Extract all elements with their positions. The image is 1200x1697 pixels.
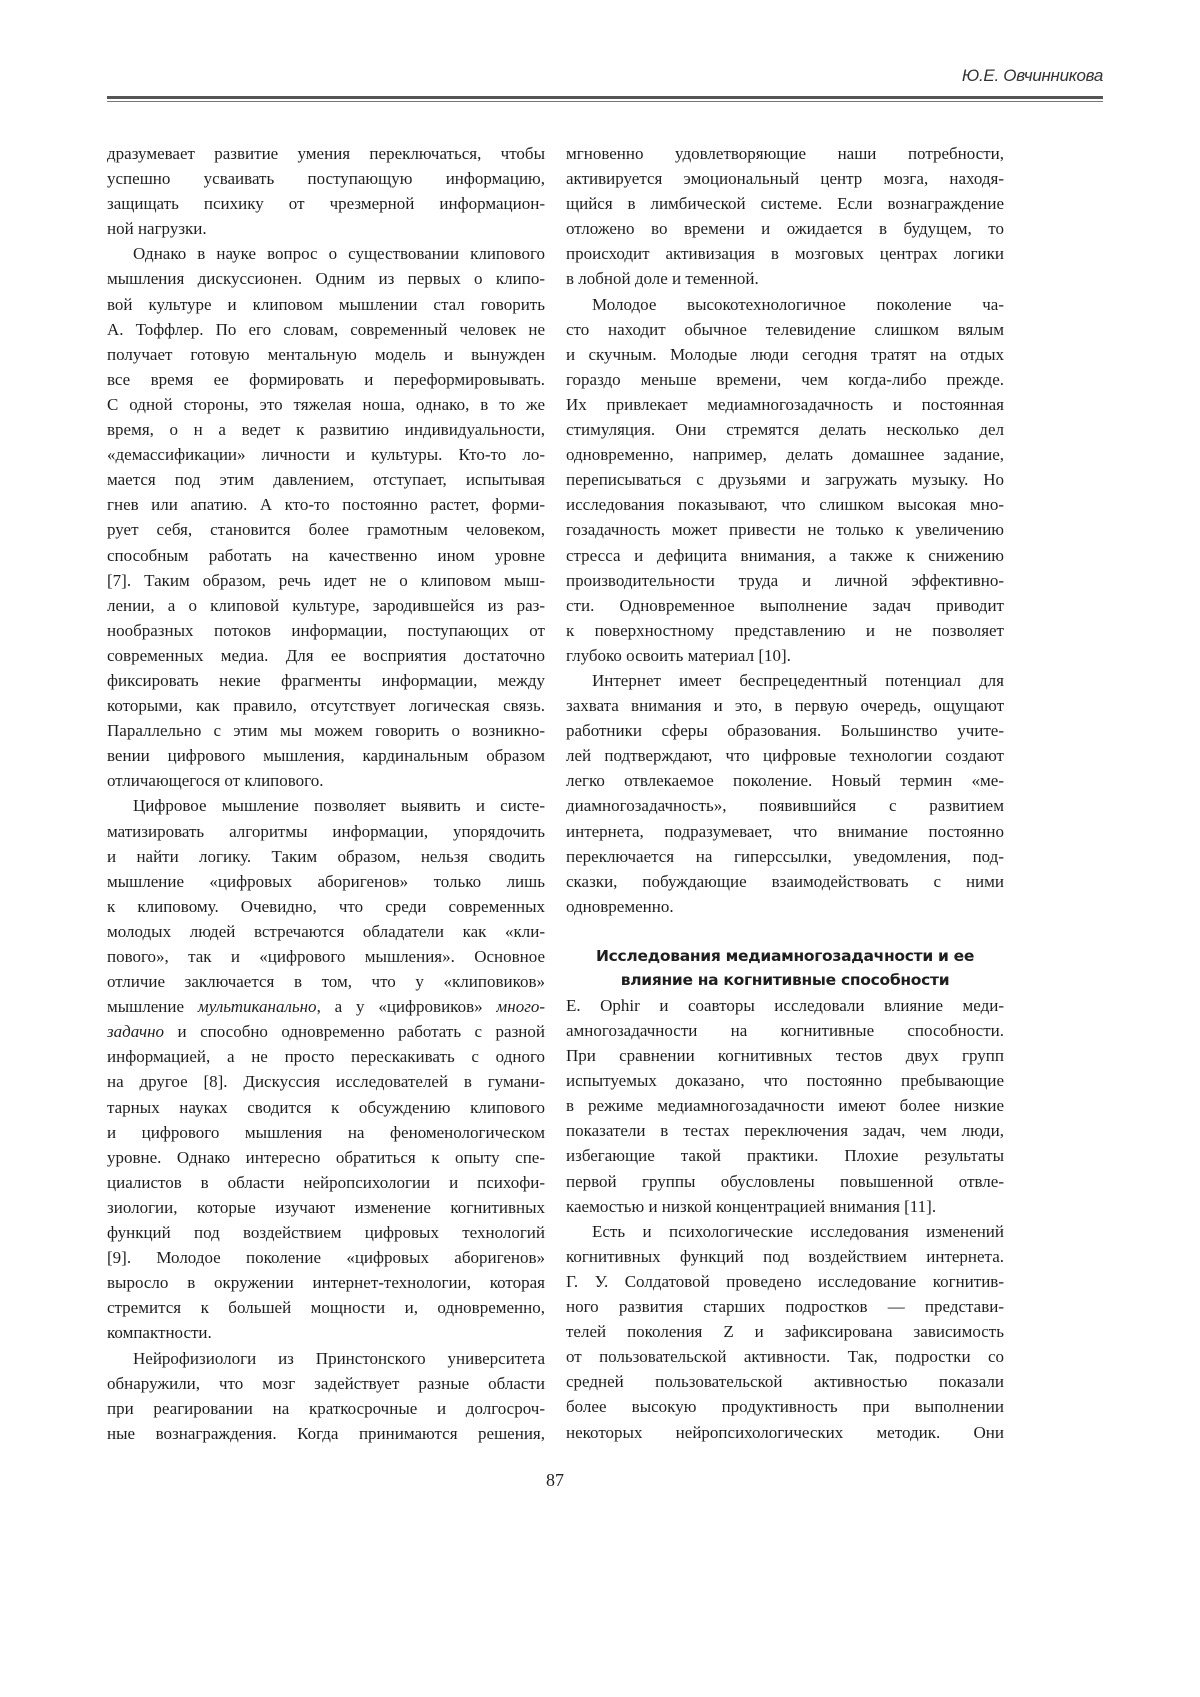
text-segment: , а у «цифровиков» xyxy=(317,997,497,1016)
right-column xyxy=(566,141,1004,1445)
text-line: стресса и дефицита внимания, а также к снижению xyxy=(566,543,1004,568)
text-line: время, о н а ведет к развитию индивидуальности, xyxy=(107,417,545,442)
text-line: Однако в науке вопрос о существовании клипового xyxy=(107,241,545,266)
text-line: нообразных потоков информации, поступающих от xyxy=(107,618,545,643)
text-line: испытуемых доказано, что постоянно пребывающие xyxy=(566,1068,1004,1093)
running-head-author: Ю.Е. Овчинникова xyxy=(962,66,1103,86)
text-line: одновременно, например, делать домашнее задание, xyxy=(566,442,1004,467)
text-line: [9]. Молодое поколение «цифровых аборигенов» xyxy=(107,1245,545,1270)
text-line: Цифровое мышление позволяет выявить и систе- xyxy=(107,793,545,818)
text-line: вой культуре и клиповом мышлении стал говорить xyxy=(107,292,545,317)
paragraph xyxy=(566,1219,1004,1445)
text-line: успешно усваивать поступающую информацию, xyxy=(107,166,545,191)
text-line: щийся в лимбической системе. Если вознаграждение xyxy=(566,191,1004,216)
paragraph xyxy=(566,668,1004,919)
text-line: телей поколения Z и зафиксирована зависимость xyxy=(566,1319,1004,1344)
text-line: отличающегося от клипового. xyxy=(107,768,545,793)
paragraph xyxy=(107,141,545,241)
text-line: функций под воздействием цифровых технологий xyxy=(107,1220,545,1245)
paragraph xyxy=(107,241,545,793)
text-line: показатели в тестах переключения задач, чем люди, xyxy=(566,1118,1004,1143)
text-line: интернета, подразумевает, что внимание постоянно xyxy=(566,819,1004,844)
text-line: в режиме медиамногозадачности имеют более низкие xyxy=(566,1093,1004,1118)
text-line: [7]. Таким образом, речь идет не о клиповом мыш- xyxy=(107,568,545,593)
header-rule-thin xyxy=(107,101,1103,102)
text-line: мается под этим давлением, отступает, испытывая xyxy=(107,467,545,492)
page-number: 87 xyxy=(0,1470,1110,1491)
text-line: и скучным. Молодые люди сегодня тратят на отдых xyxy=(566,342,1004,367)
italic-text: мультиканально xyxy=(198,997,317,1016)
text-line: и найти логику. Таким образом, нельзя сводить xyxy=(107,844,545,869)
text-line: Нейрофизиологи из Принстонского университета xyxy=(107,1346,545,1371)
text-line: получает готовую ментальную модель и вынужден xyxy=(107,342,545,367)
text-line: происходит активизация в мозговых центрах логики xyxy=(566,241,1004,266)
paragraph xyxy=(566,993,1004,1219)
text-line: и цифрового мышления на феноменологическом xyxy=(107,1120,545,1145)
text-line: матизировать алгоритмы информации, упорядочить xyxy=(107,819,545,844)
text-line: активируется эмоциональный центр мозга, находя- xyxy=(566,166,1004,191)
text-line: современных медиа. Для ее восприятия достаточно xyxy=(107,643,545,668)
text-line xyxy=(107,1019,545,1044)
text-line: обнаружили, что мозг задействует разные области xyxy=(107,1371,545,1396)
text-line: переключается на гиперссылки, уведомления, под- xyxy=(566,844,1004,869)
text-line: когнитивных функций под воздействием интернета. xyxy=(566,1244,1004,1269)
text-line: лей подтверждают, что цифровые технологии создают xyxy=(566,743,1004,768)
text-line: ного развития старших подростков — представи- xyxy=(566,1294,1004,1319)
text-line: циалистов в области нейропсихологии и психофи- xyxy=(107,1170,545,1195)
text-line: захвата внимания и это, в первую очередь, ощущают xyxy=(566,693,1004,718)
text-line: которыми, как правило, отсутствует логическая связь. xyxy=(107,693,545,718)
text-line: к поверхностному представлению и не позволяет xyxy=(566,618,1004,643)
text-line: избегающие такой практики. Плохие результаты xyxy=(566,1143,1004,1168)
text-line: средней пользовательской активностью показали xyxy=(566,1369,1004,1394)
text-line: глубоко освоить материал [10]. xyxy=(566,643,1004,668)
text-line: вении цифрового мышления, кардинальным образом xyxy=(107,743,545,768)
section-heading xyxy=(566,944,1004,993)
text-line xyxy=(107,994,545,1019)
text-line: пового», так и «цифрового мышления». Основное xyxy=(107,944,545,969)
italic-text: много- xyxy=(496,997,545,1016)
text-line: С одной стороны, это тяжелая ноша, однако, в то же xyxy=(107,392,545,417)
text-line: выросло в окружении интернет-технологии, которая xyxy=(107,1270,545,1295)
text-line: При сравнении когнитивных тестов двух групп xyxy=(566,1043,1004,1068)
text-line: фиксировать некие фрагменты информации, между xyxy=(107,668,545,693)
text-line: компактности. xyxy=(107,1320,545,1345)
text-line: стремится к большей мощности и, одновременно, xyxy=(107,1295,545,1320)
text-line: в лобной доле и теменной. xyxy=(566,266,1004,291)
text-segment: и способно одновременно работать с разной xyxy=(164,1022,545,1041)
text-line: гнев или апатию. А кто-то постоянно растет, форми- xyxy=(107,492,545,517)
text-line: ной нагрузки. xyxy=(107,216,545,241)
text-line: стимуляция. Они стремятся делать несколько дел xyxy=(566,417,1004,442)
text-line: сто находит обычное телевидение слишком вялым xyxy=(566,317,1004,342)
text-line: информацией, а не просто перескакивать с одного xyxy=(107,1044,545,1069)
text-line: сказки, побуждающие взаимодействовать с ними xyxy=(566,869,1004,894)
text-line: некоторых нейропсихологических методик. Они xyxy=(566,1420,1004,1445)
text-line: Интернет имеет беспрецедентный потенциал для xyxy=(566,668,1004,693)
text-line: «демассификации» личности и культуры. Кто-то ло- xyxy=(107,442,545,467)
text-line: на другое [8]. Дискуссия исследователей в гумани- xyxy=(107,1069,545,1094)
text-line: гозадачность может привести не только к увеличению xyxy=(566,517,1004,542)
text-line: более высокую продуктивность при выполнении xyxy=(566,1394,1004,1419)
text-line: отличие заключается в том, что у «клиповиков» xyxy=(107,969,545,994)
text-line: работники сферы образования. Большинство учите- xyxy=(566,718,1004,743)
text-line: способным работать на качественно ином уровне xyxy=(107,543,545,568)
text-line: мышление «цифровых аборигенов» только лишь xyxy=(107,869,545,894)
text-line: уровне. Однако интересно обратиться к опыту спе- xyxy=(107,1145,545,1170)
text-line: мышления дискуссионен. Одним из первых о клипо- xyxy=(107,266,545,291)
text-line: защищать психику от чрезмерной информацион- xyxy=(107,191,545,216)
text-line: от пользовательской активности. Так, подростки со xyxy=(566,1344,1004,1369)
text-line: гораздо меньше времени, чем когда-либо прежде. xyxy=(566,367,1004,392)
text-line: А. Тоффлер. По его словам, современный человек не xyxy=(107,317,545,342)
paragraph xyxy=(107,793,545,1345)
paragraph xyxy=(107,1346,545,1446)
text-line: Г. У. Солдатовой проведено исследование когнитив- xyxy=(566,1269,1004,1294)
text-line: ные вознаграждения. Когда принимаются решения, xyxy=(107,1421,545,1446)
text-line: лении, а о клиповой культуре, зародившейся из раз- xyxy=(107,593,545,618)
text-line: молодых людей встречаются обладатели как «кли- xyxy=(107,919,545,944)
text-line: амногозадачности на когнитивные способности. xyxy=(566,1018,1004,1043)
text-segment: мышление xyxy=(107,997,198,1016)
text-line: диамногозадачность», появившийся с развитием xyxy=(566,793,1004,818)
text-line: к клиповому. Очевидно, что среди современных xyxy=(107,894,545,919)
paragraph xyxy=(566,141,1004,292)
header-rule-thick xyxy=(107,96,1103,99)
text-line: легко отвлекаемое поколение. Новый термин «ме- xyxy=(566,768,1004,793)
text-line: первой группы обусловлены повышенной отвле- xyxy=(566,1169,1004,1194)
text-line: мгновенно удовлетворяющие наши потребности, xyxy=(566,141,1004,166)
text-line: переписываться с друзьями и загружать музыку. Но xyxy=(566,467,1004,492)
text-line: сти. Одновременное выполнение задач приводит xyxy=(566,593,1004,618)
text-line: Молодое высокотехнологичное поколение ча- xyxy=(566,292,1004,317)
text-line: Параллельно с этим мы можем говорить о возникно- xyxy=(107,718,545,743)
text-line: производительности труда и личной эффективно- xyxy=(566,568,1004,593)
text-line: Их привлекает медиамногозадачность и постоянная xyxy=(566,392,1004,417)
text-line: отложено во времени и ожидается в будущем, то xyxy=(566,216,1004,241)
heading-line: Исследования медиамногозадачности и ее xyxy=(566,944,1004,969)
paragraph xyxy=(566,292,1004,668)
text-line: Есть и психологические исследования изменений xyxy=(566,1219,1004,1244)
text-line: каемостью и низкой концентрацией внимания [11]. xyxy=(566,1194,1004,1219)
text-line: дразумевает развитие умения переключаться, чтобы xyxy=(107,141,545,166)
text-line: рует себя, становится более грамотным человеком, xyxy=(107,517,545,542)
left-column xyxy=(107,141,545,1446)
text-line: одновременно. xyxy=(566,894,1004,919)
text-line: зиологии, которые изучают изменение когнитивных xyxy=(107,1195,545,1220)
text-line: тарных науках сводится к обсуждению клипового xyxy=(107,1095,545,1120)
text-line: E. Ophir и соавторы исследовали влияние меди- xyxy=(566,993,1004,1018)
text-line: все время ее формировать и переформировывать. xyxy=(107,367,545,392)
text-line: при реагировании на краткосрочные и долгосроч- xyxy=(107,1396,545,1421)
text-line: исследования показывают, что слишком высокая мно- xyxy=(566,492,1004,517)
italic-text: задачно xyxy=(107,1022,164,1041)
heading-line: влияние на когнитивные способности xyxy=(566,968,1004,993)
